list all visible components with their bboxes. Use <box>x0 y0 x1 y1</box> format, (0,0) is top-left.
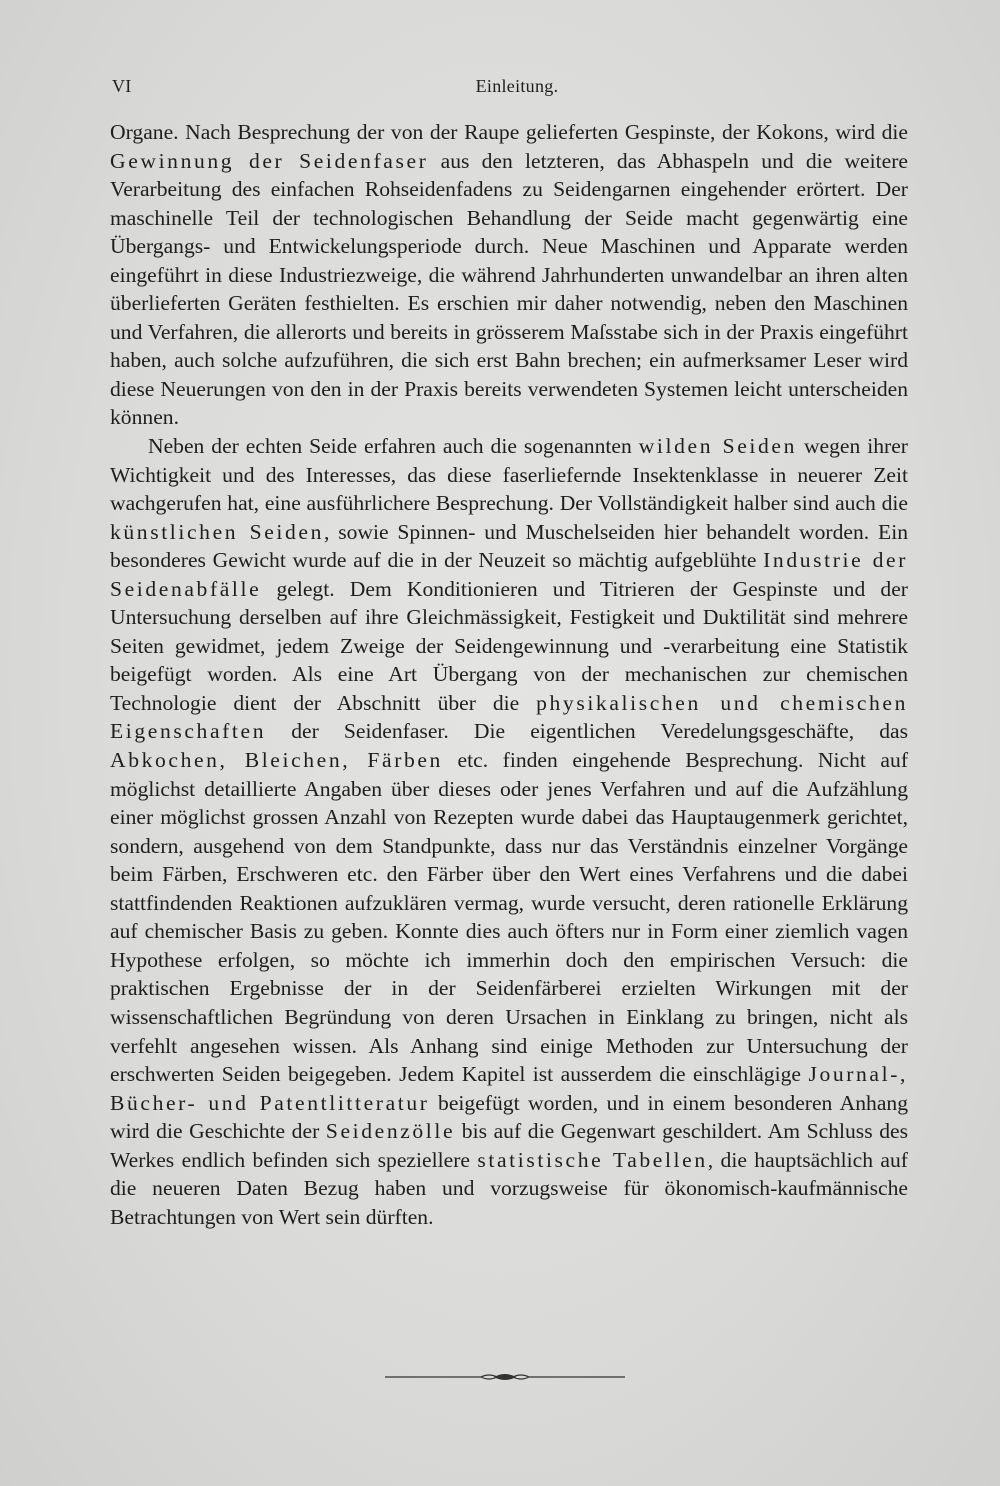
spaced-emphasis: Abkochen, Bleichen, Färben <box>110 748 443 773</box>
paragraph-1 <box>110 118 908 432</box>
paragraph-2 <box>110 432 908 1231</box>
text-run: Organe. Nach Besprechung der von der Raupe gelieferten Gespinste, der Kokons, wird die <box>110 120 908 144</box>
text-run: der Seidenfaser. Die eigentlichen Veredelungsgeschäfte, das <box>266 719 908 744</box>
body-text <box>110 118 908 1231</box>
spaced-emphasis: Industrie der Seidenabfälle <box>110 548 908 601</box>
spaced-emphasis: physikalischen und chemischen Eigenschaften <box>110 690 908 744</box>
running-head <box>112 76 902 102</box>
page-number: VI <box>112 76 132 96</box>
text-run: wegen ihrer Wichtigkeit und des Interesses, das diese faserliefernde Insektenklasse in neuerer Zeit wachgerufen hat, eine ausführlichere Besprechung. Der Vollständigkeit halber sind auch die <box>110 434 909 516</box>
spaced-emphasis: Gewinnung der Seidenfaser <box>110 148 429 173</box>
text-run: bis auf die Gegenwart geschildert. Am Schluss des Werkes endlich befinden sich speziellere <box>110 1119 908 1172</box>
text-run: gelegt. Dem Konditionieren und Titrieren der Gespinste und der Untersuchung derselben auf ihre Gleichmässigkeit, Festigkeit und Duktilität sind mehrere Seiten gewidmet, jedem Zweige der Seidengewinnung und -verarbeitung eine Statistik beigefügt worden. Als eine Art Übergang von der mechanischen zur chemischen Technologie dient der Abschnitt über die <box>110 576 908 715</box>
spaced-emphasis: Seidenzölle <box>325 1119 456 1144</box>
end-ornament <box>385 1372 625 1382</box>
spaced-emphasis: künstlichen Seiden <box>110 519 324 544</box>
text-run: aus den letzteren, das Abhaspeln und die weitere Verarbeitung des einfachen Rohseidenfadens zu Seidengarnen eingehender erörtert. Der maschinelle Teil der technologischen Behandlung der Seide macht gegenwärtig eine Übergangs- und Entwickelungsperiode durch. Neue Maschinen und Apparate werden eingeführt in diese Industriezweige, die während Jahrhunderten unwandelbar an ihren alten überlieferten Geräten festhielten. Es erschien mir daher notwendig, neben den Maschinen und Verfahren, die allerorts und bereits in grösserem Maſsstabe sich in der Praxis eingeführt haben, auch solche aufzuführen, die sich erst Bahn brechen; ein aufmerksamer Leser wird diese Neuerungen von den in der Praxis bereits verwendeten Systemen leicht unterscheiden können. <box>110 148 908 430</box>
text-run: Neben der echten Seide erfahren auch die sogenannten <box>148 434 639 459</box>
spaced-emphasis: Journal-, Bücher- und Patentlitteratur <box>110 1062 908 1115</box>
text-run: etc. finden eingehende Besprechung. Nicht auf möglichst detaillierte Angaben über dieses oder jenes Verfahren und auf die Aufzählung einer möglichst grossen Anzahl von Rezepten wurde dabei das Hauptaugenmerk gerichtet, sondern, ausgehend von dem Standpunkte, dass nur das Verständnis einzelner Vorgänge beim Färben, Erschweren etc. den Färber über den Wert eines Verfahrens und die dabei stattfindenden Reaktionen aufzuklären vermag, wurde versucht, deren rationelle Erklärung auf chemischer Basis zu geben. Konnte dies auch öfters nur in Form einer ziemlich vagen Hypothese erfolgen, so möchte ich immerhin doch den empirischen Versuch: die praktischen Ergebnisse der in der Seidenfärberei erzielten Wirkungen mit der wissenschaftlichen Begründung von deren Ursachen in Einklang zu bringen, nicht als verfehlt angesehen wissen. Als Anhang sind einige Methoden zur Untersuchung der erschwerten Seiden beigegeben. Jedem Kapitel ist ausserdem die einschlägige <box>110 748 909 1087</box>
text-run: , sowie Spinnen- und Muschelseiden hier behandelt worden. Ein besonderes Gewicht wurde auf die in der Neuzeit so mächtig aufgeblühte <box>110 519 908 573</box>
chapter-title: Einleitung. <box>475 76 559 96</box>
spaced-emphasis: statistische Tabellen <box>477 1147 708 1172</box>
spaced-emphasis: wilden Seiden <box>638 434 798 459</box>
text-run: , die hauptsächlich auf die neueren Daten Bezug haben und vorzugsweise für ökonomisch-kaufmännische Betrachtungen von Wert sein dürften. <box>110 1147 908 1229</box>
text-run: beigefügt worden, und in einem besonderen Anhang wird die Geschichte der <box>110 1090 908 1144</box>
